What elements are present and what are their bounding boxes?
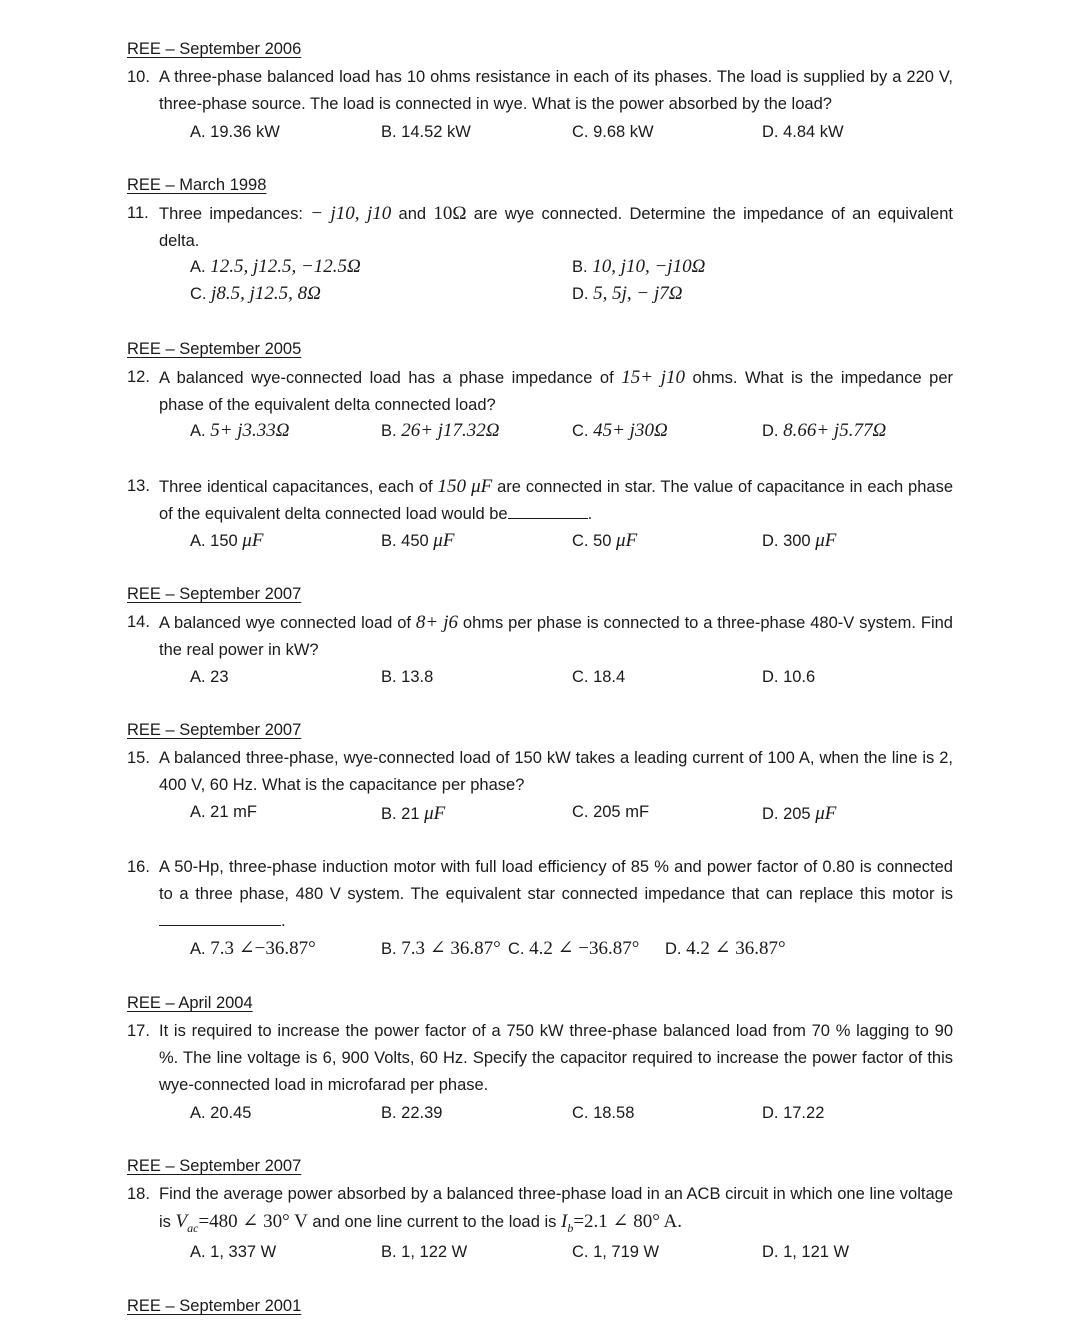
option-b: B. 22.39 — [381, 1104, 443, 1122]
question-number: 18. — [127, 1185, 150, 1203]
option-c: C. j8.5, j12.5, 8Ω — [190, 283, 321, 304]
question-text: A balanced wye connected load of 8+ j6 ohms per phase is connected to a three-phase 480-V system. Find the real power in kW? — [159, 612, 953, 659]
question-number: 12. — [127, 368, 150, 386]
question-text: A balanced three-phase, wye-connected load of 150 kW takes a leading current of 100 A, when the line is 2, 400 V, 60 Hz. What is the capacitance per phase? — [159, 749, 953, 794]
option-c: C. 45+ j30Ω — [572, 420, 668, 441]
option-b: B. 13.8 — [381, 668, 434, 686]
option-b: B. 21 μF — [381, 803, 446, 824]
question-16 — [127, 854, 953, 935]
question-number: 14. — [127, 613, 150, 631]
option-b: B. 7.3 ∠ 36.87° — [381, 938, 501, 959]
option-b: B. 1, 122 W — [381, 1243, 468, 1261]
question-number: 16. — [127, 858, 150, 876]
question-10 — [127, 64, 953, 118]
source-label: REE – September 2007 — [127, 585, 302, 603]
option-d: D. 4.84 kW — [762, 123, 844, 141]
math-expression: $I_b=2.1$ ∠ 80° A. — [560, 1211, 682, 1235]
source-label: REE – April 2004 — [127, 994, 253, 1012]
option-c: C. 18.4 — [572, 668, 626, 686]
option-d: D. 300 μF — [762, 530, 837, 551]
option-b: B. 26+ j17.32Ω — [381, 420, 500, 441]
math-expression: $V_{ac}=480$ ∠ 30° V — [175, 1211, 308, 1235]
option-c: C. 1, 719 W — [572, 1243, 660, 1261]
question-15 — [127, 745, 953, 799]
question-12 — [127, 364, 953, 419]
question-number: 13. — [127, 477, 150, 495]
option-c: C. 18.58 — [572, 1104, 635, 1122]
option-b: B. 14.52 kW — [381, 123, 471, 141]
option-c: C. 205 mF — [572, 803, 650, 821]
source-label: REE – September 2006 — [127, 40, 302, 58]
option-b: B. 450 μF — [381, 530, 455, 551]
question-text: A 50-Hp, three-phase induction motor with full load efficiency of 85 % and power factor of 0.80 is connected to a three phase, 480 V system. The equivalent star connected impedance that can replace this motor is. — [159, 858, 953, 930]
math-expression: 10Ω — [433, 203, 467, 224]
question-14 — [127, 609, 953, 664]
option-b: B. 10, j10, −j10Ω — [572, 256, 706, 277]
question-text: A three-phase balanced load has 10 ohms resistance in each of its phases. The load is supplied by a 220 V, three-phase source. The load is connected in wye. What is the power absorbed by the load? — [159, 68, 953, 113]
source-label: REE – September 2007 — [127, 721, 302, 739]
source-label: REE – September 2001 — [127, 1297, 302, 1315]
option-d: D. 10.6 — [762, 668, 816, 686]
question-13 — [127, 473, 953, 528]
option-c: C. 50 μF — [572, 530, 638, 551]
question-18 — [127, 1181, 953, 1242]
math-expression: 150 μF — [437, 476, 493, 497]
answer-blank — [159, 910, 281, 926]
option-c: C. 9.68 kW — [572, 123, 654, 141]
option-d: D. 1, 121 W — [762, 1243, 850, 1261]
option-a: A. 23 — [190, 668, 229, 686]
option-d: D. 205 μF — [762, 803, 837, 824]
question-number: 10. — [127, 68, 150, 86]
math-expression: 8+ j6 — [415, 612, 459, 633]
option-a: A. 12.5, j12.5, −12.5Ω — [190, 256, 361, 277]
option-d: D. 17.22 — [762, 1104, 825, 1122]
question-text: It is required to increase the power factor of a 750 kW three-phase balanced load from 70 % lagging to 90 %. The line voltage is 6, 900 Volts, 60 Hz. Specify the capacitor required to increase the power factor of this wye-connected load in microfarad per phase. — [159, 1022, 953, 1094]
option-d: D. 8.66+ j5.77Ω — [762, 420, 887, 441]
question-text: Find the average power absorbed by a balanced three-phase load in an ACB circuit in which one line voltage is $V_{ac}=480$ ∠ 30° V and one line current to the load is $I_b=2.1$ ∠ 80° A. — [159, 1185, 953, 1235]
math-expression: 15+ j10 — [621, 367, 685, 388]
source-label: REE – March 1998 — [127, 176, 267, 194]
question-number: 11. — [127, 204, 149, 222]
question-11 — [127, 200, 953, 255]
option-a: A. 20.45 — [190, 1104, 252, 1122]
option-a: A. 21 mF — [190, 803, 257, 821]
option-d: D. 4.2 ∠ 36.87° — [665, 938, 786, 959]
question-number: 17. — [127, 1022, 150, 1040]
option-a: A. 19.36 kW — [190, 123, 280, 141]
source-label: REE – September 2005 — [127, 340, 302, 358]
option-a: A. 7.3 ∠−36.87° — [190, 938, 316, 959]
option-d: D. 5, 5j, − j7Ω — [572, 283, 683, 304]
option-a: A. 1, 337 W — [190, 1243, 277, 1261]
question-text: A balanced wye-connected load has a phase impedance of 15+ j10 ohms. What is the impedance per phase of the equivalent delta connected load? — [159, 367, 953, 414]
option-c: C. 4.2 ∠ −36.87° — [508, 938, 640, 959]
question-17 — [127, 1018, 953, 1099]
question-number: 15. — [127, 749, 150, 767]
option-a: A. 5+ j3.33Ω — [190, 420, 290, 441]
math-expression: − j10, j10 — [310, 203, 392, 224]
source-label: REE – September 2007 — [127, 1157, 302, 1175]
question-text: Three impedances: − j10, j10 and 10Ω are wye connected. Determine the impedance of an equivalent delta. — [159, 203, 953, 250]
option-a: A. 150 μF — [190, 530, 264, 551]
answer-blank — [508, 503, 588, 519]
question-text: Three identical capacitances, each of 150 μF are connected in star. The value of capacitance in each phase of the equivalent delta connected load would be . — [159, 476, 953, 523]
